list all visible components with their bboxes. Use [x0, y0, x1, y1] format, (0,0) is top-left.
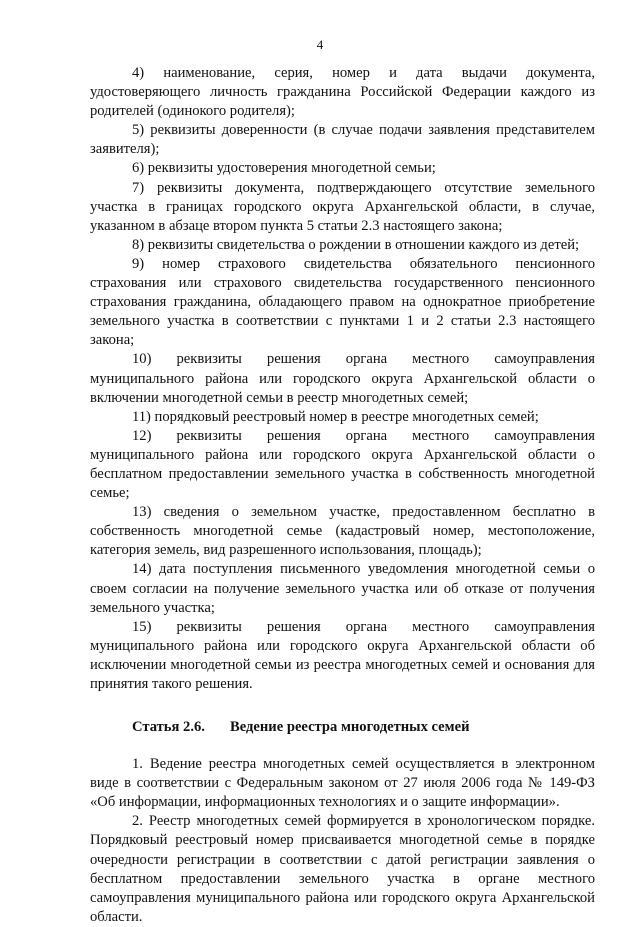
list-item: 10) реквизиты решения органа местного самоуправления муниципального района или городского округа Архангельской области о включении многодетной семьи в реестр многодетных семей; [90, 351, 595, 406]
list-item: 11) порядковый реестровый номер в реестре многодетных семей; [132, 408, 539, 425]
list-item: 15) реквизиты решения органа местного самоуправления муниципального района или городского округа Архангельской области об исключении многодетной семьи из реестра многодетных семей и основания для принятия такого решения. [90, 618, 595, 692]
list-item: 4) наименование, серия, номер и дата выдачи документа, удостоверяющего личность гражданина Российской Федерации каждого из родителей (одинокого родителя); [90, 65, 595, 120]
page-number: 4 [316, 37, 324, 52]
list-item: 9) номер страхового свидетельства обязательного пенсионного страхования или страхового свидетельства государственного пенсионного страхования гражданина, обладающего правом на однократное приобретение земельного участка в соответствии с пунктами 1 и 2 статьи 2.3 настоящего закона; [90, 255, 595, 349]
document-body [90, 64, 595, 927]
list-item: 14) дата поступления письменного уведомления многодетной семьи о своем согласии на получение земельного участка или об отказе от получения земельного участка; [90, 561, 595, 616]
article-heading [90, 718, 595, 737]
list-item: 13) сведения о земельном участке, предоставленном бесплатно в собственность многодетной семье (кадастровый номер, местоположение, категория земель, вид разрешенного использования, площадь); [90, 504, 595, 559]
list-item: 8) реквизиты свидетельства о рождении в отношении каждого из детей; [132, 236, 580, 253]
article-paragraph: 1. Ведение реестра многодетных семей осуществляется в электронном виде в соответствии с Федеральным законом от 27 июля 2006 года № 149-ФЗ «Об информации, информационных технологиях и о защите информации». [90, 756, 595, 811]
article-title: Ведение реестра многодетных семей [230, 719, 470, 736]
article-number: Статья 2.6. [132, 719, 205, 736]
list-item: 12) реквизиты решения органа местного самоуправления муниципального района или городского округа Архангельской области о бесплатном предоставлении земельного участка в собственность многодетной семье; [90, 427, 595, 502]
list-item: 7) реквизиты документа, подтверждающего отсутствие земельного участка в границах городского округа Архангельской области, в случае, указанном в абзаце втором пункта 5 статьи 2.3 настоящего закона; [90, 179, 595, 234]
list-item: 5) реквизиты доверенности (в случае подачи заявления представителем заявителя); [90, 122, 595, 158]
article-paragraph: 2. Реестр многодетных семей формируется в хронологическом порядке. Порядковый реестровый номер присваивается многодетной семье в порядке очередности регистрации в соответствии с датой регистрации заявления о бесплатном предоставлении земельного участка в органе местного самоуправления муниципального района или городского округа Архангельской области. [90, 813, 595, 925]
list-item: 6) реквизиты удостоверения многодетной семьи; [132, 160, 436, 177]
